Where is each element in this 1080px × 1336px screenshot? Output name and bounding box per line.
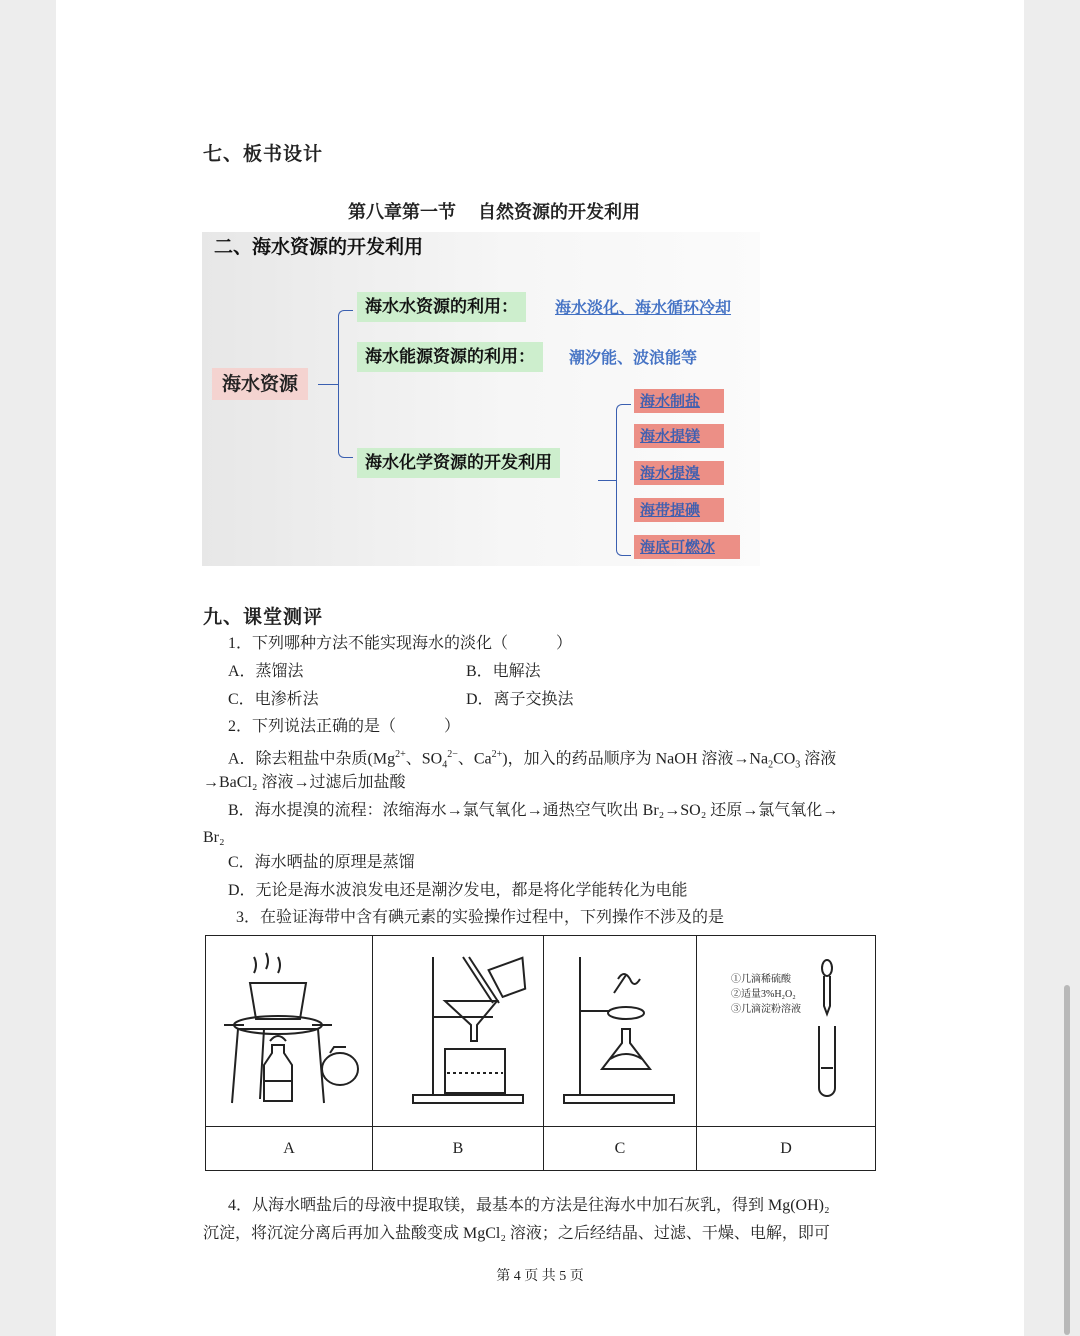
apparatus-label-b: B bbox=[373, 1127, 544, 1171]
leaf-magnesium: 海水提镁 bbox=[634, 424, 724, 448]
q2-a-end: BaCl₂ 溶液→过滤后加盐酸 bbox=[219, 774, 406, 791]
root-connector bbox=[318, 384, 338, 385]
main-bracket bbox=[338, 310, 353, 458]
board-subtitle: 二、海水资源的开发利用 bbox=[214, 236, 424, 258]
distillation-heating-icon bbox=[550, 949, 690, 1109]
q3-apparatus-table bbox=[205, 935, 876, 1171]
apparatus-label-d: D bbox=[697, 1127, 876, 1171]
board-chapter: 第八章第一节 bbox=[348, 202, 456, 223]
apparatus-label-a: A bbox=[206, 1127, 373, 1171]
q1-option-c: C．电渗析法 bbox=[228, 691, 319, 708]
leaf-iodine: 海带提碘 bbox=[634, 498, 724, 522]
branch-water: 海水水资源的利用： bbox=[357, 292, 526, 322]
apparatus-c-cell bbox=[544, 936, 697, 1127]
chemical-connector bbox=[598, 480, 616, 481]
apparatus-label-c: C bbox=[544, 1127, 697, 1171]
apparatus-d-cell bbox=[697, 936, 876, 1127]
q2-stem: 2．下列说法正确的是（ ） bbox=[228, 718, 461, 735]
q2-option-a-line1: A．除去粗盐中杂质($Mg^{2+}$、$SO_4^{2-}$、$Ca^{2+}$)，加入的药品顺序为 NaOH 溶液$\to Na_2CO_3$ 溶液 bbox=[228, 749, 837, 771]
q2-option-a-line2: →BaCl₂ 溶液→过滤后加盐酸 bbox=[203, 774, 406, 791]
reagent-note-2: ②适量3%H₂O₂ bbox=[731, 989, 796, 1000]
q2-option-b-line2: Br₂ bbox=[203, 829, 225, 846]
q1-option-d: D．离子交换法 bbox=[466, 691, 574, 708]
q2-option-d: D．无论是海水波浪发电还是潮汐发电，都是将化学能转化为电能 bbox=[228, 882, 688, 899]
board-topic: 自然资源的开发利用 bbox=[478, 202, 640, 223]
reagent-note-1: ①几滴稀硫酸 bbox=[731, 974, 791, 985]
section-9-heading: 九、课堂测评 bbox=[203, 606, 324, 628]
board-title bbox=[348, 198, 640, 224]
branch-water-detail: 海水淡化、海水循环冷却 bbox=[555, 298, 732, 317]
leaf-sea-salt: 海水制盐 bbox=[634, 389, 724, 413]
dropper-test-tube-icon bbox=[807, 956, 847, 1106]
branch-chemical: 海水化学资源的开发利用 bbox=[357, 448, 560, 478]
apparatus-b-cell bbox=[373, 936, 544, 1127]
filtration-setup-icon bbox=[383, 949, 533, 1109]
branch-energy: 海水能源资源的利用： bbox=[357, 342, 543, 372]
q2-option-b-line1: B．海水提溴的流程：浓缩海水→氯气氧化→通热空气吹出 Br₂→SO₂ 还原→氯气氧化→ bbox=[228, 802, 839, 819]
q2-a-text: A．除去粗盐中杂质(Mg bbox=[228, 750, 396, 768]
reagent-note-3: ③几滴淀粉溶液 bbox=[731, 1004, 801, 1015]
q4-line1: 4．从海水晒盐后的母液中提取镁，最基本的方法是往海水中加石灰乳，得到 Mg(OH)₂ bbox=[228, 1197, 830, 1214]
chemical-bracket bbox=[616, 404, 631, 556]
q3-stem: 3．在验证海带中含有碘元素的实验操作过程中，下列操作不涉及的是 bbox=[236, 909, 725, 926]
branch-energy-detail: 潮汐能、波浪能等 bbox=[569, 348, 698, 367]
apparatus-a-cell bbox=[206, 936, 373, 1127]
section-7-heading: 七、板书设计 bbox=[203, 143, 324, 165]
q2-option-c: C．海水晒盐的原理是蒸馏 bbox=[228, 854, 415, 871]
q4-line2: 沉淀，将沉淀分离后再加入盐酸变成 MgCl₂ 溶液；之后经结晶、过滤、干燥、电解，即可 bbox=[203, 1225, 830, 1242]
q1-option-b: B．电解法 bbox=[466, 663, 541, 680]
leaf-bromine: 海水提溴 bbox=[634, 461, 724, 485]
reagent-notes bbox=[731, 972, 801, 1017]
q1-option-a: A．蒸馏法 bbox=[228, 663, 304, 680]
crucible-burning-icon bbox=[214, 949, 364, 1109]
q1-stem: 1．下列哪种方法不能实现海水的淡化（ ） bbox=[228, 635, 573, 652]
page-footer: 第 4 页 共 5 页 bbox=[496, 1269, 584, 1284]
root-node: 海水资源 bbox=[212, 368, 308, 400]
leaf-methane-ice: 海底可燃冰 bbox=[634, 535, 740, 559]
blackboard-diagram bbox=[202, 232, 760, 566]
